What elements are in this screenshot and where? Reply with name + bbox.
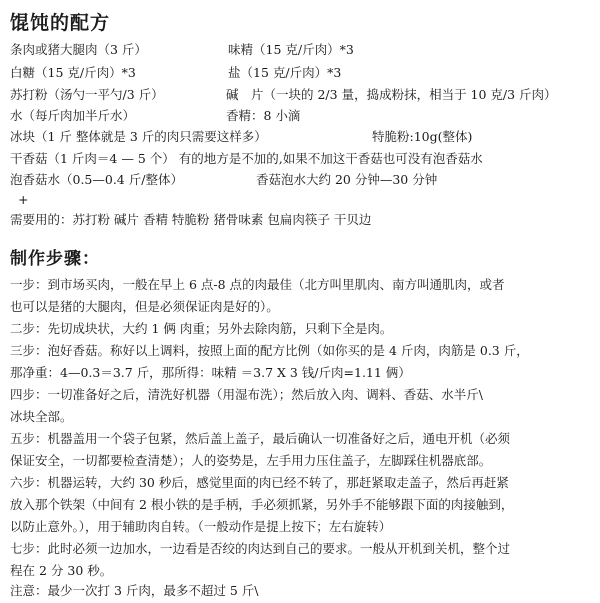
step-line: 那净重：4—0.3＝3.7 斤，那所得：味精 ＝3.7 X 3 钱/斤肉=1.11 俩） [10,365,411,380]
step-line: 冰块全部。 [10,409,73,424]
mushroom-soak-time: 香菇泡水大约 20 分钟—30 分钟 [256,172,438,187]
step-line: 四步：一切准备好之后，清洗好机器（用湿布洗）；然后放入肉、调料、香菇、水半斤\ [10,387,483,402]
ingredient-msg: 味精（15 克/斤肉）*3 [228,42,354,57]
needed-items: 需要用的：苏打粉 碱片 香精 特脆粉 猪骨味素 包扁肉筷子 干贝边 [10,212,372,227]
step-line: 七步：此时必须一边加水，一边看是否绞的肉达到自己的要求。一般从开机到关机，整个过 [10,541,511,556]
step-line: 五步：机器盖用一个袋子包紧，然后盖上盖子，最后确认一切准备好之后，通电开机（必须 [10,431,511,446]
step-line: 三步：泡好香菇。称好以上调料，按照上面的配方比例（如你买的是 4 斤肉，肉筋是 0.3 斤， [10,343,529,358]
step-line: 程在 2 分 30 秒。 [10,563,113,578]
ingredient-crisp-powder: 特脆粉:10g(整体) [372,129,473,144]
ingredient-mushroom: 干香菇（1 斤肉＝4 — 5 个） 有的地方是不加的,如果不加这干香菇也可没有泡香菇水 [10,151,483,166]
plus-sign: + [18,192,29,207]
step-line: 六步：机器运转，大约 30 秒后，感觉里面的肉已经不转了，那赶紧取走盖子，然后再赶紧 [10,475,509,490]
step-line: 保证安全，一切都要检查清楚）；人的姿势是，左手用力压住盖子，左脚踩住机器底部。 [10,453,492,468]
ingredient-sugar: 白糖（15 克/斤肉）*3 [10,65,136,80]
ingredient-mushroom-water: 泡香菇水（0.5—0.4 斤/整体） [10,172,183,187]
step-line: 也可以是猪的大腿肉，但是必须保证肉是好的）。 [10,299,279,314]
ingredient-water: 水（每斤肉加半斤水） [10,108,136,123]
ingredient-essence: 香精：8 小滴 [226,108,301,123]
steps-title: 制作步骤： [10,249,100,269]
step-line: 放入那个铁架（中间有 2 根小铁的是手柄，手必须抓紧，另外手不能够跟下面的肉接触到， [10,497,514,512]
ingredient-ice: 冰块（1 斤 整体就是 3 斤的肉只需要这样多） [10,129,267,144]
ingredient-soda: 苏打粉（汤勺一平勺/3 斤） [10,87,164,102]
step-line: 二步：先切成块状，大约 1 俩 肉重；另外去除肉筋，只剩下全是肉。 [10,321,393,336]
ingredient-salt: 盐（15 克/斤肉）*3 [228,65,342,80]
ingredient-meat: 条肉或猪大腿肉（3 斤） [10,42,147,57]
step-line: 一步：到市场买肉，一般在早上 6 点-8 点的肉最佳（北方叫里肌肉、南方叫通肌肉，或者 [10,277,505,292]
ingredient-alkali: 碱 片（一块的 2/3 量，捣成粉抹，相当于 10 克/3 斤肉） [226,87,557,102]
note-line: 注意：最少一次打 3 斤肉，最多不超过 5 斤\ [10,583,259,598]
step-line: 以防止意外。），用于辅助肉自转。（一般动作是提上按下；左右旋转） [10,519,392,534]
page-title: 馄饨的配方 [10,12,111,34]
